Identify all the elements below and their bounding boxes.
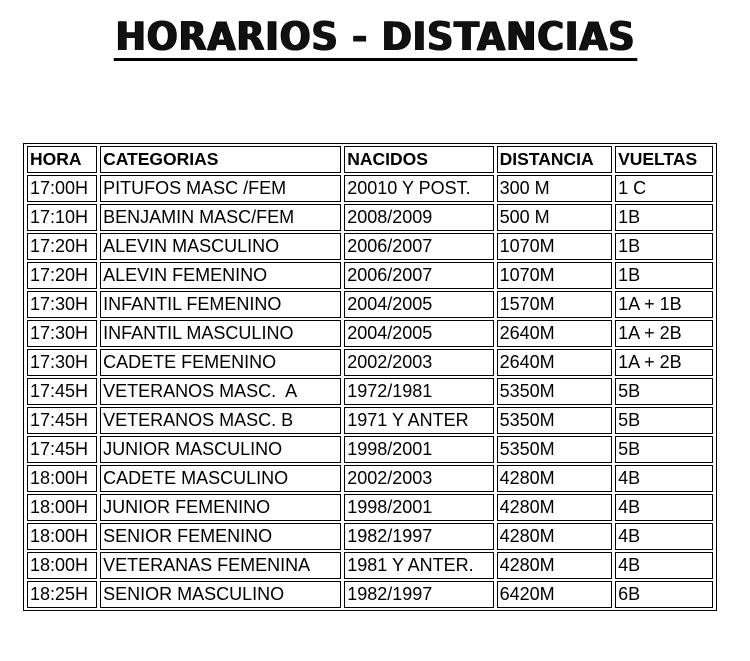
cell-distancia: 4280M — [497, 465, 612, 492]
cell-distancia: 2640M — [497, 349, 612, 376]
cell-vueltas: 1A + 2B — [615, 349, 713, 376]
table-row — [27, 291, 713, 318]
cell-hora: 17:20H — [27, 262, 97, 289]
cell-nacidos: 2004/2005 — [344, 320, 493, 347]
cell-nacidos: 1998/2001 — [344, 436, 493, 463]
cell-nacidos: 1972/1981 — [344, 378, 493, 405]
cell-hora: 18:00H — [27, 523, 97, 550]
cell-hora: 18:00H — [27, 465, 97, 492]
cell-nacidos: 20010 Y POST. — [344, 175, 493, 202]
table-row — [27, 523, 713, 550]
cell-hora: 17:30H — [27, 349, 97, 376]
cell-distancia: 5350M — [497, 378, 612, 405]
table-row — [27, 204, 713, 231]
cell-categoria: VETERANAS FEMENINA — [100, 552, 341, 579]
cell-hora: 17:45H — [27, 378, 97, 405]
cell-distancia: 500 M — [497, 204, 612, 231]
cell-categoria: JUNIOR FEMENINO — [100, 494, 341, 521]
cell-distancia: 5350M — [497, 436, 612, 463]
cell-hora: 17:45H — [27, 436, 97, 463]
cell-categoria: INFANTIL MASCULINO — [100, 320, 341, 347]
cell-distancia: 300 M — [497, 175, 612, 202]
cell-hora: 18:00H — [27, 552, 97, 579]
cell-categoria: VETERANOS MASC. B — [100, 407, 341, 434]
cell-categoria: BENJAMIN MASC/FEM — [100, 204, 341, 231]
cell-categoria: VETERANOS MASC. A — [100, 378, 341, 405]
table-header-row — [27, 146, 713, 173]
cell-distancia: 5350M — [497, 407, 612, 434]
header-vueltas: VUELTAS — [615, 146, 713, 173]
cell-nacidos: 2006/2007 — [344, 233, 493, 260]
cell-hora: 17:20H — [27, 233, 97, 260]
header-distancia: DISTANCIA — [497, 146, 612, 173]
cell-vueltas: 1B — [615, 204, 713, 231]
table-row — [27, 494, 713, 521]
header-categorias: CATEGORIAS — [100, 146, 341, 173]
cell-vueltas: 4B — [615, 552, 713, 579]
cell-nacidos: 2008/2009 — [344, 204, 493, 231]
cell-nacidos: 1982/1997 — [344, 581, 493, 608]
table-row — [27, 349, 713, 376]
cell-distancia: 4280M — [497, 494, 612, 521]
cell-nacidos: 2002/2003 — [344, 465, 493, 492]
cell-nacidos: 2004/2005 — [344, 291, 493, 318]
cell-vueltas: 4B — [615, 523, 713, 550]
cell-categoria: SENIOR FEMENINO — [100, 523, 341, 550]
cell-hora: 18:25H — [27, 581, 97, 608]
table-row — [27, 407, 713, 434]
cell-nacidos: 1998/2001 — [344, 494, 493, 521]
table-row — [27, 175, 713, 202]
cell-distancia: 1570M — [497, 291, 612, 318]
page-title-text: HORARIOS - DISTANCIAS — [115, 15, 635, 60]
header-hora: HORA — [27, 146, 97, 173]
cell-vueltas: 5B — [615, 378, 713, 405]
cell-distancia: 1070M — [497, 262, 612, 289]
cell-vueltas: 5B — [615, 436, 713, 463]
schedule-table — [23, 143, 717, 611]
cell-categoria: SENIOR MASCULINO — [100, 581, 341, 608]
table-row — [27, 436, 713, 463]
cell-distancia: 1070M — [497, 233, 612, 260]
cell-vueltas: 1A + 1B — [615, 291, 713, 318]
cell-vueltas: 6B — [615, 581, 713, 608]
cell-vueltas: 1 C — [615, 175, 713, 202]
table-row — [27, 378, 713, 405]
cell-nacidos: 2002/2003 — [344, 349, 493, 376]
cell-hora: 18:00H — [27, 494, 97, 521]
cell-vueltas: 1B — [615, 233, 713, 260]
cell-categoria: CADETE FEMENINO — [100, 349, 341, 376]
cell-vueltas: 1A + 2B — [615, 320, 713, 347]
cell-vueltas: 4B — [615, 465, 713, 492]
table-row — [27, 552, 713, 579]
table-row — [27, 233, 713, 260]
cell-vueltas: 1B — [615, 262, 713, 289]
cell-nacidos: 2006/2007 — [344, 262, 493, 289]
table-row — [27, 320, 713, 347]
cell-hora: 17:00H — [27, 175, 97, 202]
cell-distancia: 4280M — [497, 523, 612, 550]
cell-nacidos: 1971 Y ANTER — [344, 407, 493, 434]
cell-hora: 17:10H — [27, 204, 97, 231]
cell-categoria: INFANTIL FEMENINO — [100, 291, 341, 318]
cell-categoria: ALEVIN FEMENINO — [100, 262, 341, 289]
cell-hora: 17:30H — [27, 320, 97, 347]
table-row — [27, 581, 713, 608]
cell-nacidos: 1981 Y ANTER. — [344, 552, 493, 579]
cell-nacidos: 1982/1997 — [344, 523, 493, 550]
cell-distancia: 6420M — [497, 581, 612, 608]
table-row — [27, 262, 713, 289]
header-nacidos: NACIDOS — [344, 146, 493, 173]
cell-hora: 17:45H — [27, 407, 97, 434]
cell-categoria: JUNIOR MASCULINO — [100, 436, 341, 463]
table-row — [27, 465, 713, 492]
cell-vueltas: 5B — [615, 407, 713, 434]
cell-categoria: ALEVIN MASCULINO — [100, 233, 341, 260]
cell-hora: 17:30H — [27, 291, 97, 318]
cell-categoria: PITUFOS MASC /FEM — [100, 175, 341, 202]
cell-vueltas: 4B — [615, 494, 713, 521]
page-title — [0, 14, 750, 62]
cell-distancia: 4280M — [497, 552, 612, 579]
cell-categoria: CADETE MASCULINO — [100, 465, 341, 492]
cell-distancia: 2640M — [497, 320, 612, 347]
